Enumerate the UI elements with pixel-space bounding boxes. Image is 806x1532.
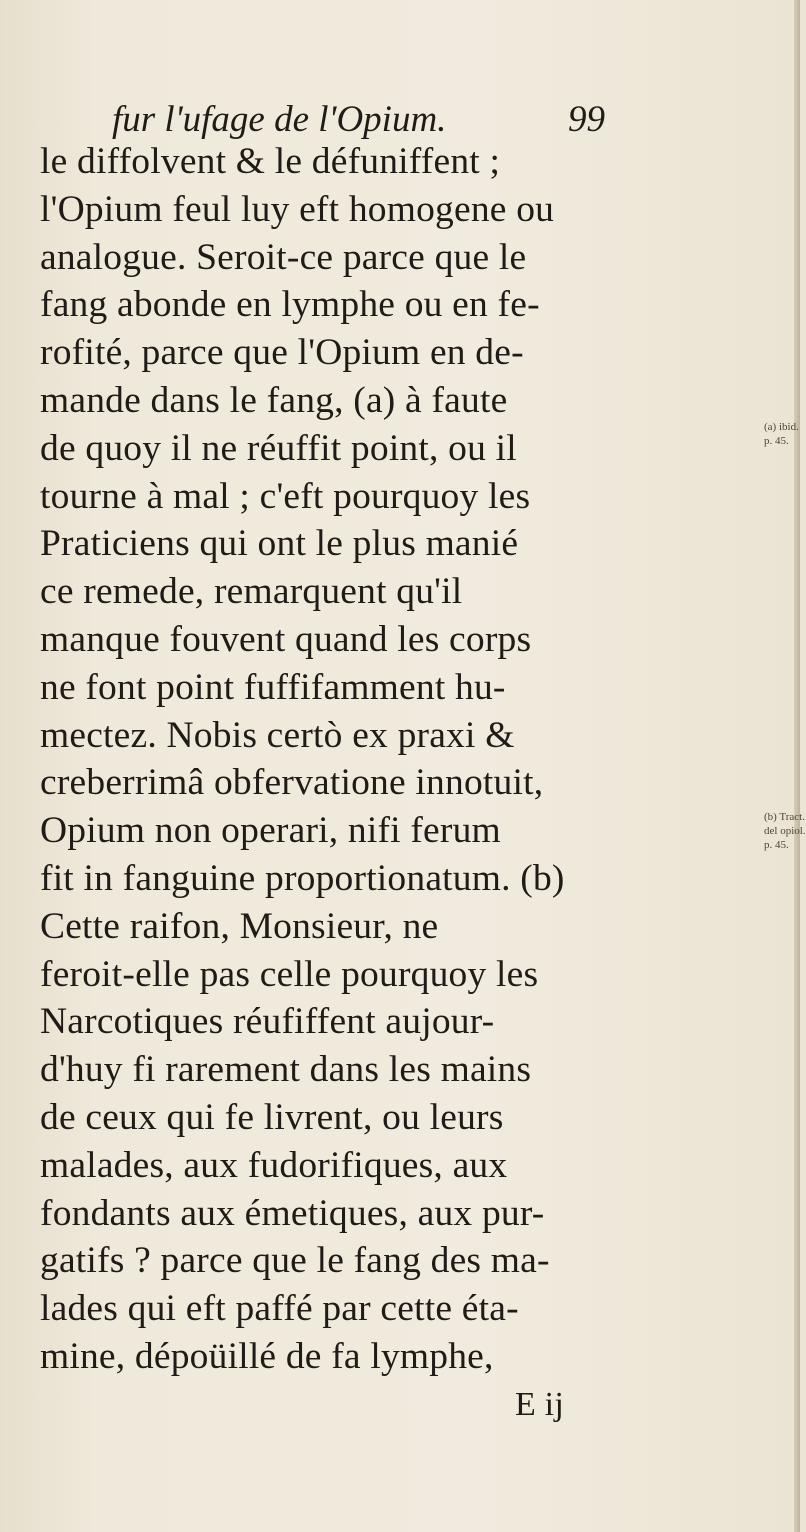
text-line: mine, dépoüillé de fa lymphe, xyxy=(40,1335,494,1377)
text-line: feroit-elle pas celle pourquoy les xyxy=(40,953,539,995)
text-line: ne font point fuffifamment hu- xyxy=(40,666,506,708)
margin-notes xyxy=(764,0,806,1532)
text-line: d'huy fi rarement dans les mains xyxy=(40,1049,532,1091)
text-line: Praticiens qui ont le plus manié xyxy=(40,523,519,565)
margin-note-line: p. 45. xyxy=(764,839,789,851)
text-line: mande dans le fang, (a) à faute xyxy=(40,379,508,421)
page-number: 99 xyxy=(568,99,605,140)
body-text xyxy=(40,138,760,1429)
text-line: Opium non operari, nifi ferum xyxy=(40,810,501,852)
text-line: Narcotiques réufiffent aujour- xyxy=(40,1001,495,1043)
text-line: manque fouvent quand les corps xyxy=(40,618,532,660)
margin-note-line: (a) ibid. xyxy=(764,421,799,433)
text-line: creberrimâ obfervatione innotuit, xyxy=(40,762,544,804)
margin-note-a xyxy=(764,420,799,448)
text-line: l'Opium feul luy eft homogene ou xyxy=(40,188,555,230)
text-line: malades, aux fudorifiques, aux xyxy=(40,1144,508,1186)
text-line: le diffolvent & le défuniffent ; xyxy=(40,141,501,182)
margin-note-b xyxy=(764,810,806,852)
text-line: mectez. Nobis certò ex praxi & xyxy=(40,714,515,756)
text-line: de quoy il ne réuffit point, ou il xyxy=(40,427,517,469)
text-line: lades qui eft paffé par cette éta- xyxy=(40,1288,519,1330)
page-header xyxy=(0,98,800,142)
text-line: ce remede, remarquent qu'il xyxy=(40,571,463,613)
margin-note-line: (b) Tract. xyxy=(764,811,805,823)
text-line: rofité, parce que l'Opium en de- xyxy=(40,332,524,374)
signature-mark: E ij xyxy=(515,1385,564,1423)
margin-note-line: del opiol. xyxy=(764,825,806,837)
text-line: gatifs ? parce que le fang des ma- xyxy=(40,1240,550,1282)
text-line: Cette raifon, Monsieur, ne xyxy=(40,905,439,947)
text-line: tourne à mal ; c'eft pourquoy les xyxy=(40,475,531,517)
text-line: de ceux qui fe livrent, ou leurs xyxy=(40,1096,504,1138)
running-title: fur l'ufage de l'Opium. xyxy=(112,99,447,140)
text-line: fondants aux émetiques, aux pur- xyxy=(40,1192,545,1234)
text-line: analogue. Seroit-ce parce que le xyxy=(40,236,527,278)
margin-note-line: p. 45. xyxy=(764,435,789,447)
text-line: fang abonde en lymphe ou en fe- xyxy=(40,284,540,326)
text-line: fit in fanguine proportionatum. (b) xyxy=(40,857,565,899)
